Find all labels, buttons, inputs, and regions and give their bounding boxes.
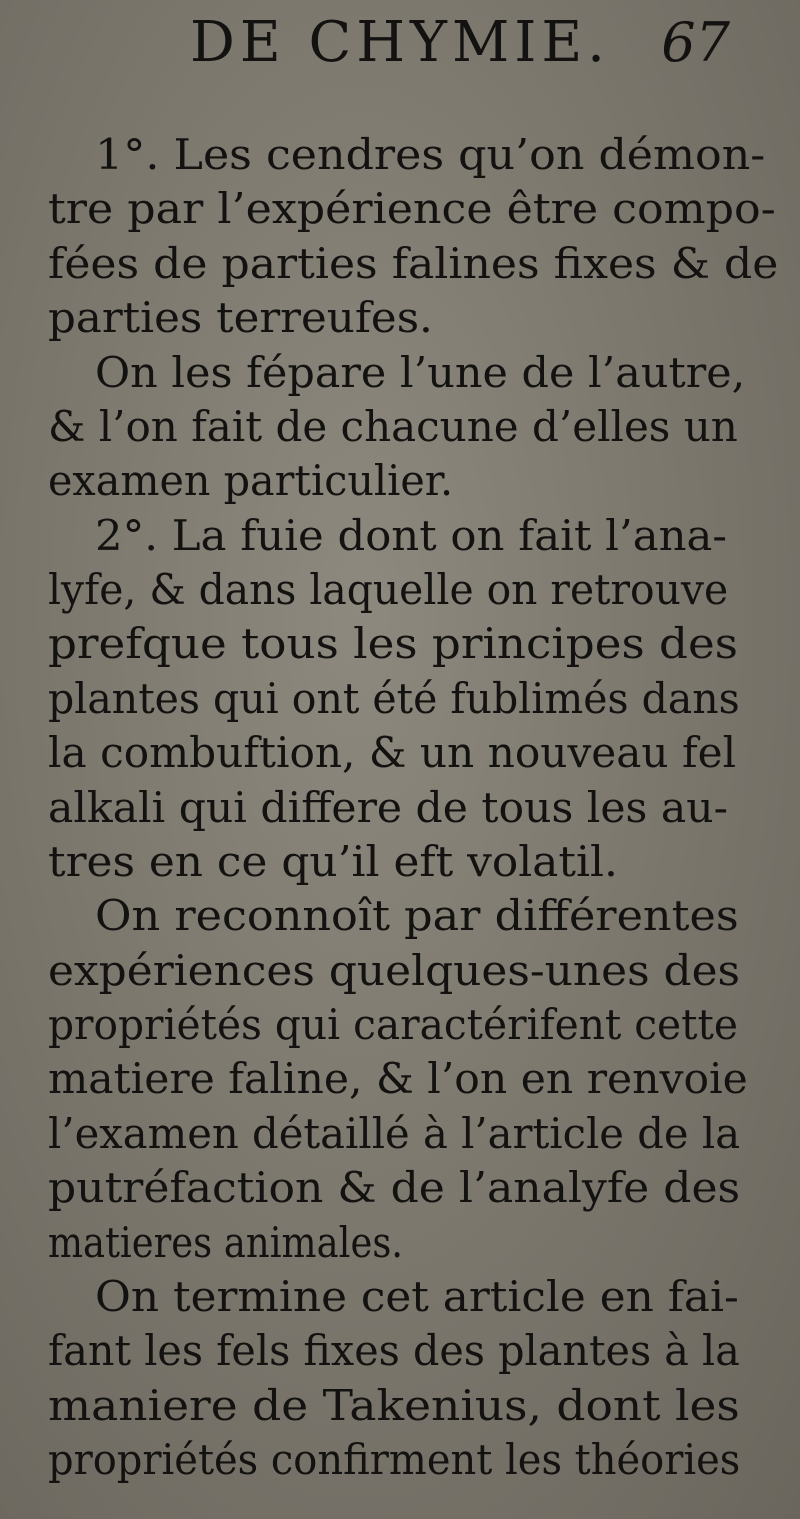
page-number: 67	[661, 11, 730, 74]
text-line: tre par l’expérience être compo-	[48, 184, 776, 233]
text-line: plantes qui ont été fublimés dans	[48, 674, 740, 723]
text-line: 2°. La fuie dont on fait l’ana-	[95, 511, 728, 560]
text-line: tres en ce qu’il eft volatil.	[48, 837, 618, 886]
text-line: putréfaction & de l’analyfe des	[48, 1163, 741, 1212]
text-line: parties terreufes.	[48, 293, 433, 342]
text-line: examen particulier.	[48, 456, 454, 505]
text-line: On reconnoît par différentes	[95, 891, 739, 940]
text-line: matiere faline, & l’on en renvoie	[48, 1054, 748, 1103]
running-title: DE CHYMIE.	[190, 10, 610, 75]
text-line: On les fépare l’une de l’autre,	[95, 348, 746, 397]
page-header	[190, 0, 730, 88]
text-line: fées de parties falines fixes & de	[48, 239, 779, 288]
text-line: On termine cet article en fai-	[95, 1272, 739, 1321]
text-line: 1°. Les cendres qu’on démon-	[95, 130, 766, 179]
text-line: la combuftion, & un nouveau fel	[48, 728, 737, 777]
text-line: matieres animales.	[48, 1218, 404, 1267]
text-line: fant les fels fixes des plantes à la	[48, 1326, 740, 1375]
text-line: prefque tous les principes des	[48, 619, 738, 668]
text-line: lyfe, & dans laquelle on retrouve	[48, 565, 729, 614]
text-line: l’examen détaillé à l’article de la	[48, 1109, 741, 1158]
text-line: expériences quelques-unes des	[48, 946, 741, 995]
text-line: & l’on fait de chacune d’elles un	[48, 402, 738, 451]
text-line: propriétés confirment les théories	[48, 1435, 741, 1484]
text-line: maniere de Takenius, dont les	[48, 1381, 740, 1430]
text-line: propriétés qui caractérifent cette	[48, 1000, 738, 1049]
text-line: alkali qui differe de tous les au-	[48, 783, 728, 832]
